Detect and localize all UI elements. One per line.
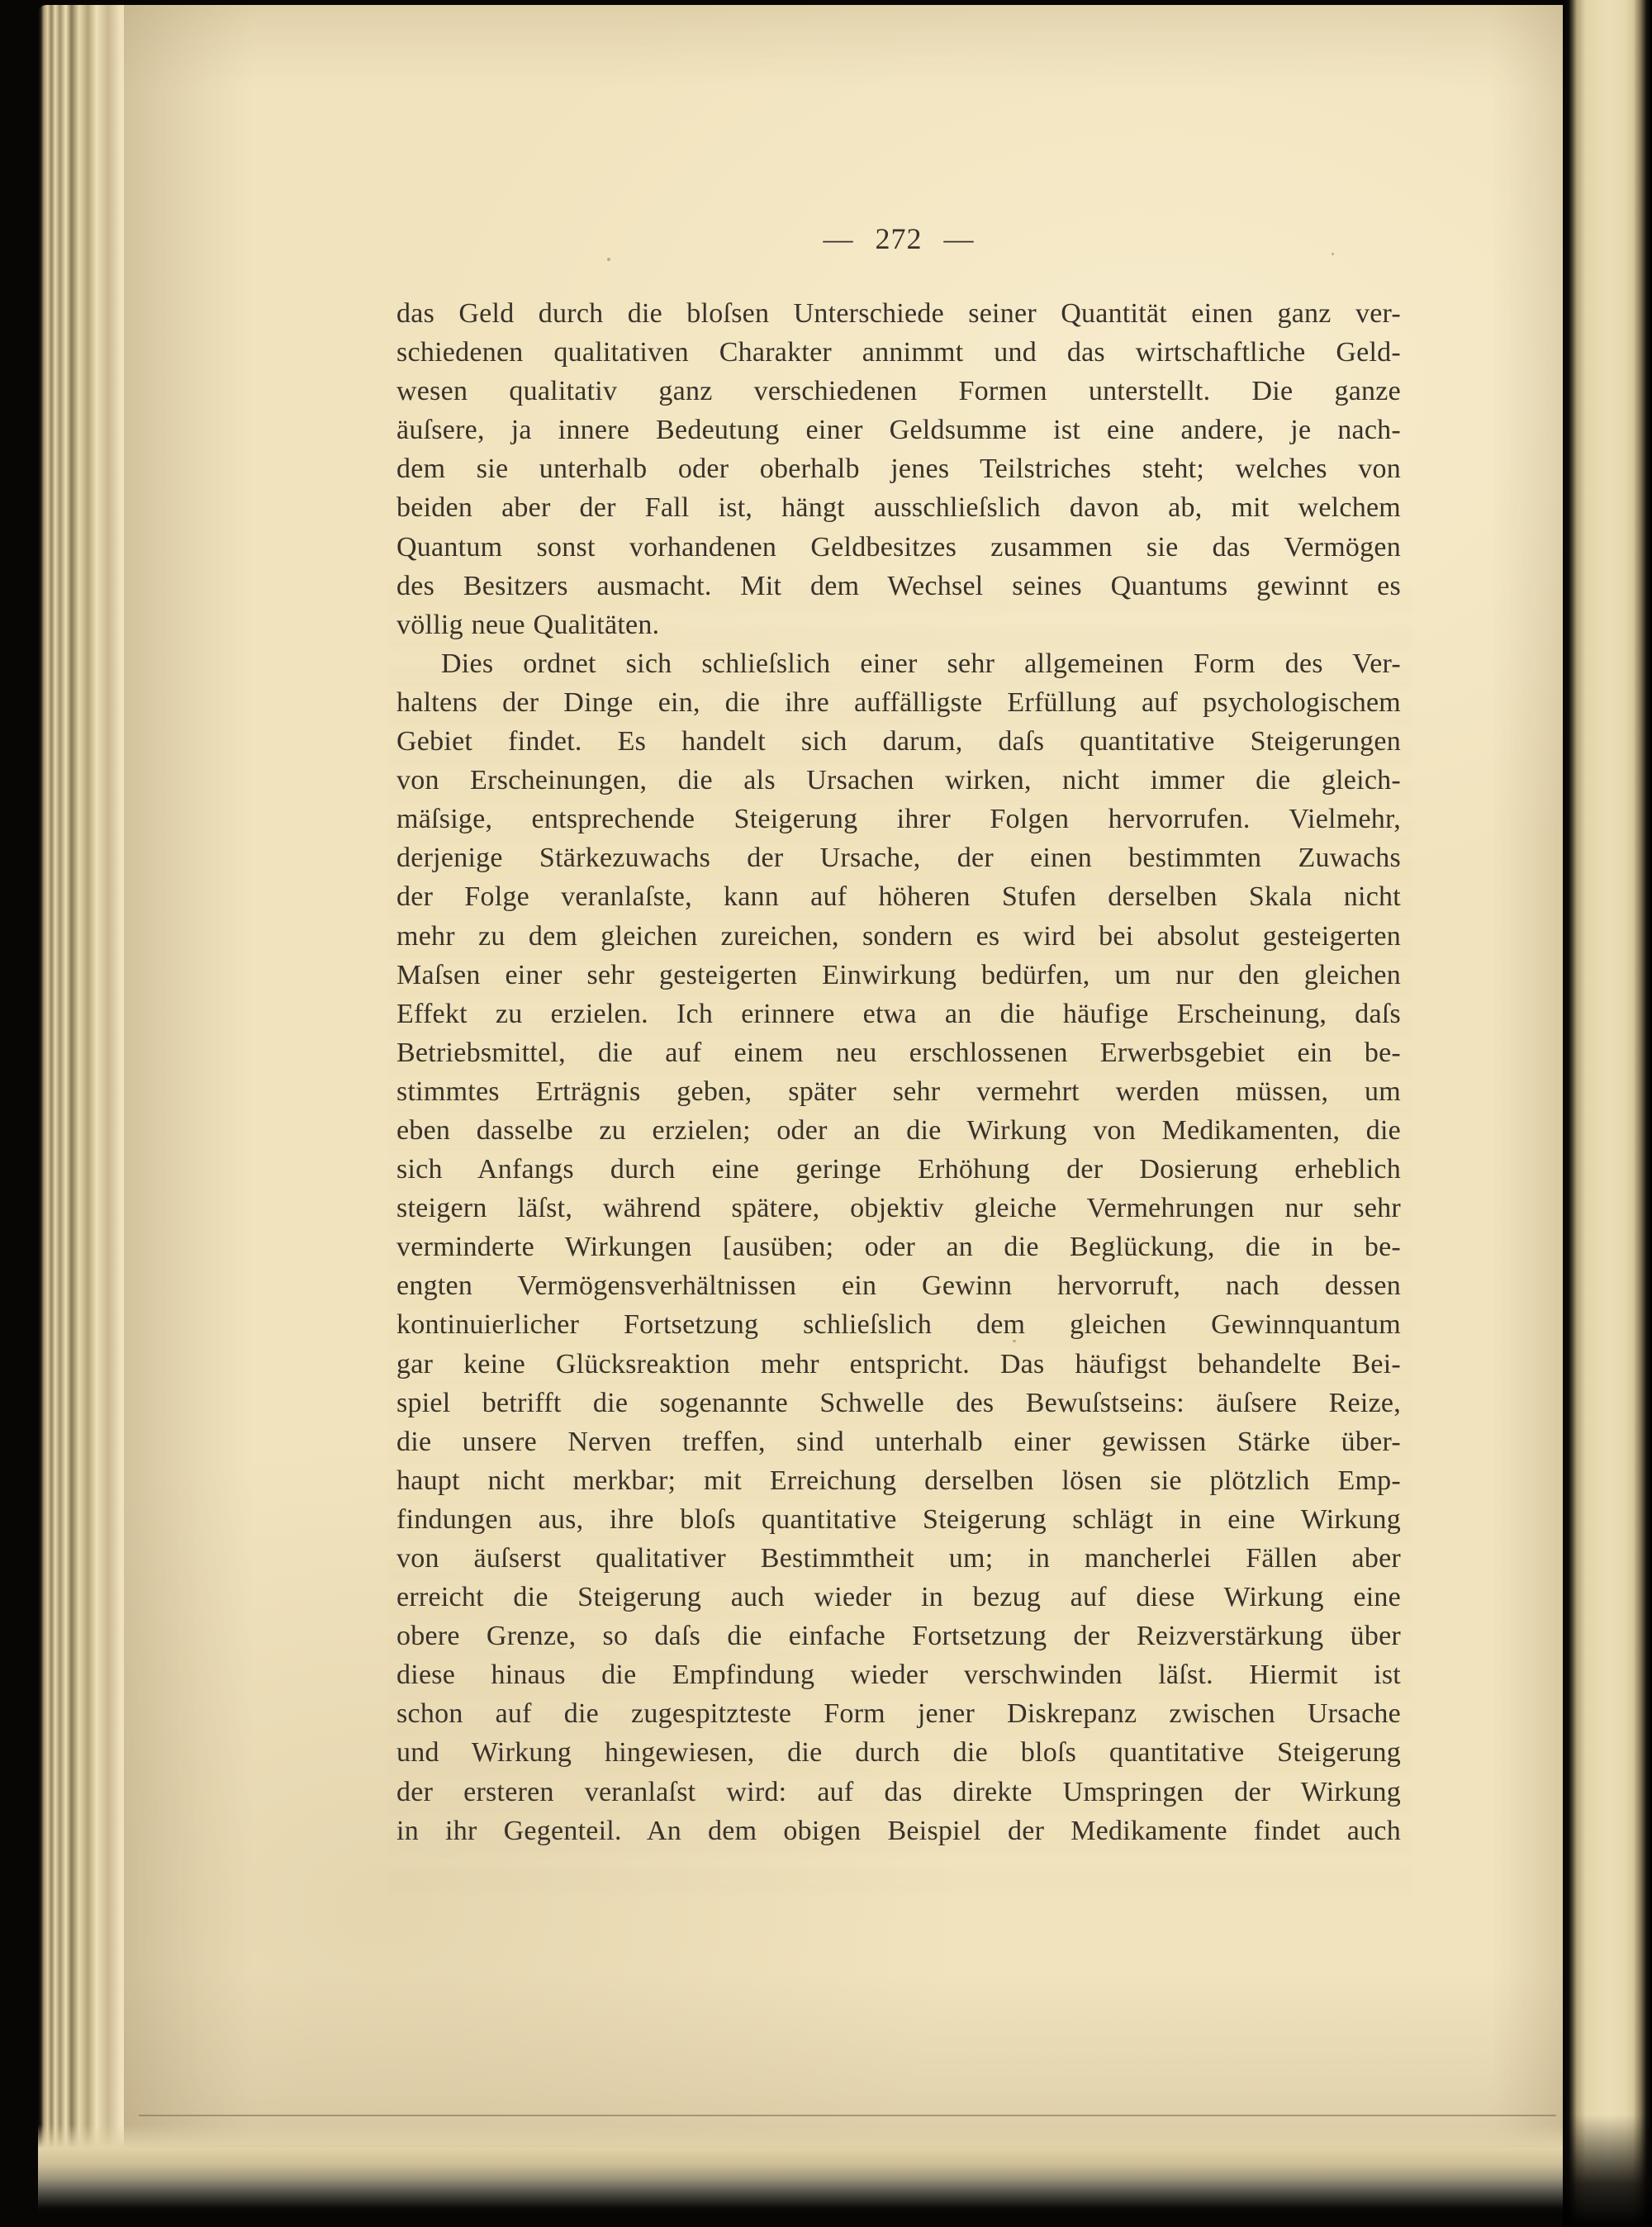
text-line: und Wirkung hingewiesen, die durch die bloſs quantitative Steigerung [396,1737,1401,1769]
dust-speck [1013,1340,1016,1342]
text-line: des Besitzers ausmacht. Mit dem Wechsel seines Quantums gewinnt es [396,570,1401,601]
book-page [124,5,1563,2166]
text-line: engten Vermögensverhältnissen ein Gewinn hervorruft, nach dessen [396,1270,1401,1302]
paragraph [396,644,1401,1850]
body-text [396,294,1401,1850]
text-line: von Erscheinungen, die als Ursachen wirken, nicht immer die gleich- [396,765,1401,796]
text-line: stimmtes Erträgnis geben, später sehr vermehrt werden müssen, um [396,1076,1401,1107]
text-line: der ersteren veranlaſst wird: auf das direkte Umspringen der Wirkung [396,1776,1401,1807]
text-line: haltens der Dinge ein, die ihre auffälligste Erfüllung auf psychologischem [396,686,1401,718]
text-line: Quantum sonst vorhandenen Geldbesitzes zusammen sie das Vermögen [396,531,1401,563]
text-line: spiel betrifft die sogenannte Schwelle des Bewuſstseins: äuſsere Reize, [396,1387,1401,1418]
text-line: Effekt zu erzielen. Ich erinnere etwa an die häufige Erscheinung, daſs [396,998,1401,1029]
text-line: Maſsen einer sehr gesteigerten Einwirkung bedürfen, um nur den gleichen [396,959,1401,990]
text-line: findungen aus, ihre bloſs quantitative Steigerung schlägt in eine Wirkung [396,1503,1401,1535]
text-line: äuſsere, ja innere Bedeutung einer Geldsumme ist eine andere, je nach- [396,415,1401,446]
text-line: kontinuierlicher Fortsetzung schlieſslich dem gleichen Gewinnquantum [396,1309,1401,1341]
text-line: Betriebsmittel, die auf einem neu erschlossenen Erwerbsgebiet ein be- [396,1037,1401,1068]
text-line: eben dasselbe zu erzielen; oder an die Wirkung von Medikamenten, die [396,1114,1401,1146]
facing-page-edge [1563,0,1652,2227]
dust-speck [1332,253,1334,255]
text-line: mehr zu dem gleichen zureichen, sondern es wird bei absolut gesteigerten [396,920,1401,952]
text-line: der Folge veranlaſste, kann auf höheren Stufen derselben Skala nicht [396,881,1401,913]
text-line: mäſsige, entsprechende Steigerung ihrer Folgen hervorrufen. Vielmehr, [396,804,1401,835]
page-header [396,221,1401,256]
facing-page-bottom-shadow [1563,2115,1652,2227]
text-line: schiedenen qualitativen Charakter annimmt und das wirtschaftliche Geld- [396,337,1401,368]
text-line: sich Anfangs durch eine geringe Erhöhung der Dosierung erheblich [396,1154,1401,1185]
text-line: schon auf die zugespitzteste Form jener Diskrepanz zwischen Ursache [396,1698,1401,1730]
text-line: erreicht die Steigerung auch wieder in bezug auf diese Wirkung eine [396,1582,1401,1613]
text-line: derjenige Stärkezuwachs der Ursache, der einen bestimmten Zuwachs [396,843,1401,874]
page-number: 272 [875,222,923,255]
text-line: beiden aber der Fall ist, hängt ausschlieſslich davon ab, mit welchem [396,492,1401,524]
text-line: die unsere Nerven treffen, sind unterhalb einer gewissen Stärke über- [396,1426,1401,1457]
text-line: Gebiet findet. Es handelt sich darum, daſs quantitative Steigerungen [396,726,1401,757]
text-line: verminderte Wirkungen [ausüben; oder an die Beglückung, die in be- [396,1232,1401,1263]
paragraph [396,294,1401,644]
leaf-edge-hairline [139,2115,1556,2116]
dust-speck [607,258,610,261]
text-line: diese hinaus die Empfindung wieder verschwinden läſst. Hiermit ist [396,1660,1401,1691]
text-line: das Geld durch die bloſsen Unterschiede seiner Quantität einen ganz ver- [396,298,1401,329]
header-dash-left: — [823,222,854,255]
bottom-page-stack-edges [38,2125,1564,2215]
header-dash-right: — [943,222,975,255]
text-line: haupt nicht merkbar; mit Erreichung derselben lösen sie plötzlich Emp- [396,1465,1401,1496]
text-line: von äuſserst qualitativer Bestimmtheit um; in mancherlei Fällen aber [396,1543,1401,1574]
text-line: völlig neue Qualitäten. [396,609,660,640]
text-line: obere Grenze, so daſs die einfache Fortsetzung der Reizverstärkung über [396,1621,1401,1652]
text-line: gar keine Glücksreaktion mehr entspricht. Das häufigst behandelte Bei- [396,1348,1401,1379]
text-line: Dies ordnet sich schlieſslich einer sehr allgemeinen Form des Ver- [441,648,1401,679]
left-page-stack-edges [38,5,134,2187]
text-line: steigern läſst, während spätere, objektiv gleiche Vermehrungen nur sehr [396,1193,1401,1224]
text-line: wesen qualitativ ganz verschiedenen Formen unterstellt. Die ganze [396,376,1401,407]
text-line: in ihr Gegenteil. An dem obigen Beispiel der Medikamente findet auch [396,1815,1401,1846]
text-line: dem sie unterhalb oder oberhalb jenes Teilstriches steht; welches von [396,453,1401,485]
